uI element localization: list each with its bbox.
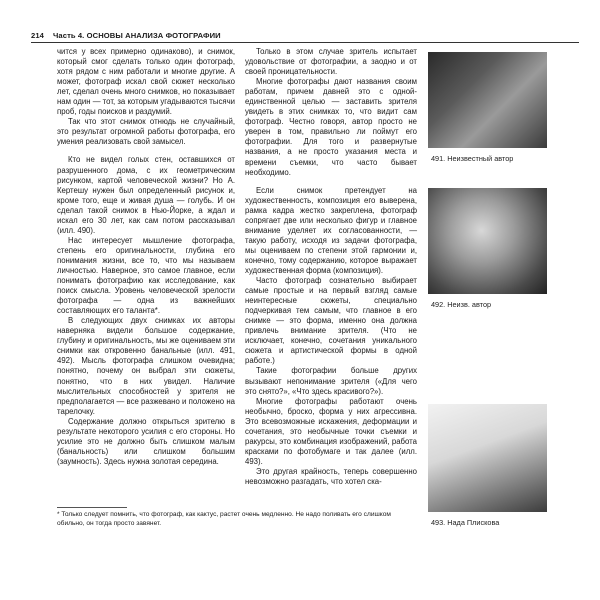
paragraph: Только в этом случае зритель испытает удовольствие от фотографии, а заодно и от своей проницательности. — [245, 47, 417, 77]
running-header — [31, 31, 579, 40]
text-column-right — [245, 47, 417, 487]
paragraph: Многие фотографы дают названия своим работам, причем давней это с одной-единственной целью — заставить зрителя увидеть в этих снимках то, что видит сам фотограф. Честно говоря, автор просто не уверен в том, правильно ли поймут его фотографии. Для того и развернутые названия, а не просто указания места и времени съемки, что часто бывает необходимо. — [245, 77, 417, 177]
paragraph: Кто не видел голых стен, оставшихся от разрушенного дома, с их геометрическим рисунком, картой человеческой жизни? Но А. Кертешу нужен был определенный рисунок и, кроме того, еще и живая душа — голубь. И он сделал такой снимок в Нью-Йорке, а ждал и искал его 30 лет, как сам потом рассказывал (илл. 490). — [57, 155, 235, 235]
paragraph: чится у всех примерно одинаково), и снимок, который смог сделать только один фотограф, хотя рядом с ним работали и многие другие. А может, фотограф искал свой сюжет несколько лет, сделал очень много снимков, но показывает нам один — тот, за которым угадываются тысячи проб, годы поисков и раздумий. — [57, 47, 235, 117]
paragraph: Это другая крайность, теперь совершенно невозможно разгадать, что хотел ска- — [245, 466, 417, 486]
caption-491: 491. Неизвестный автор — [431, 154, 514, 163]
caption-492: 492. Неизв. автор — [431, 300, 492, 309]
paragraph: Такие фотографии больше других вызывают непонимание зрителя («Для чего это снято?», «Что здесь красивого?»). — [245, 366, 417, 396]
page-number: 214 — [31, 31, 44, 40]
caption-493: 493. Нада Плискова — [431, 518, 500, 527]
chapter-title: Часть 4. ОСНОВЫ АНАЛИЗА ФОТОГРАФИИ — [52, 31, 221, 40]
photo-491-child-typewriter — [428, 52, 547, 148]
footnote-rule — [57, 507, 127, 508]
paragraph: Многие фотографы работают очень необычно, броско, форма у них агрессивна. Это всевозможные искажения, деформации и сочетания, это необычные точки съемки и ракурсы, это комбинация изображений, работа красками по фотобумаге и так далее (илл. 493). — [245, 396, 417, 466]
paragraph: В следующих двух снимках их авторы наверняка видели большое содержание, глубину и оригинальность, мы же оцениваем эти снимки как откровенно банальные (илл. 491, 492). Мысль фотографа слишком очевидна; понятно, почему он выбрал эти сюжеты, понятно, что в них увидел. Наличие мыслительных способностей у зрителя не предполагается — все разжевано и положено на тарелочку. — [57, 316, 235, 416]
footnote: * Только следует помнить, что фотограф, как кактус, растет очень медленно. Не надо поливать его слишком обильно, он тогда просто завянет. — [57, 511, 391, 527]
paragraph: Нас интересует мышление фотографа, степень его оригинальности, глубина его понимания жизни, все то, что мы называем личностью. Наверное, это самое главное, если понимать фотографию как исследование, как поиск смысла. Уровень человеческой зрелости фотографа — одна из важнейших составляющих его таланта*. — [57, 235, 235, 316]
text-column-left — [57, 47, 235, 467]
paragraph: Часто фотограф сознательно выбирает самые простые и на первый взгляд самые неинтересные сюжеты, специально подчеркивая тем самым, что главное в его снимке — это форма, именно она должна привлечь внимание зрителя. (Что не исключает, конечно, сочетания уникального сюжета и артистической формы в одной работе.) — [245, 276, 417, 366]
photo-493-spoon-still-life — [428, 404, 547, 512]
paragraph: Содержание должно открыться зрителю в результате некоторого усилия с его стороны. Но усилие это не должно быть слишком малым (банальность) или слишком большим (заумность). Здесь нужна золотая середина. — [57, 416, 235, 466]
header-rule — [31, 42, 579, 43]
paragraph: Если снимок претендует на художественность, композиция его выверена, рамка кадра жестко закреплена, фотограф сопрягает две или несколько фигур и главное внимание уделяет их согласованности, — такую работу, исходя из задачи фотографа, мы оцениваем по степени этой гармонии и, конечно, тому содержанию, которое выражает художественная форма (композиция). — [245, 185, 417, 275]
photo-492-girl-with-flowers — [428, 188, 547, 294]
paragraph: Так что этот снимок отнюдь не случайный, это результат огромной работы фотографа, его умения реализовать свой замысел. — [57, 117, 235, 147]
